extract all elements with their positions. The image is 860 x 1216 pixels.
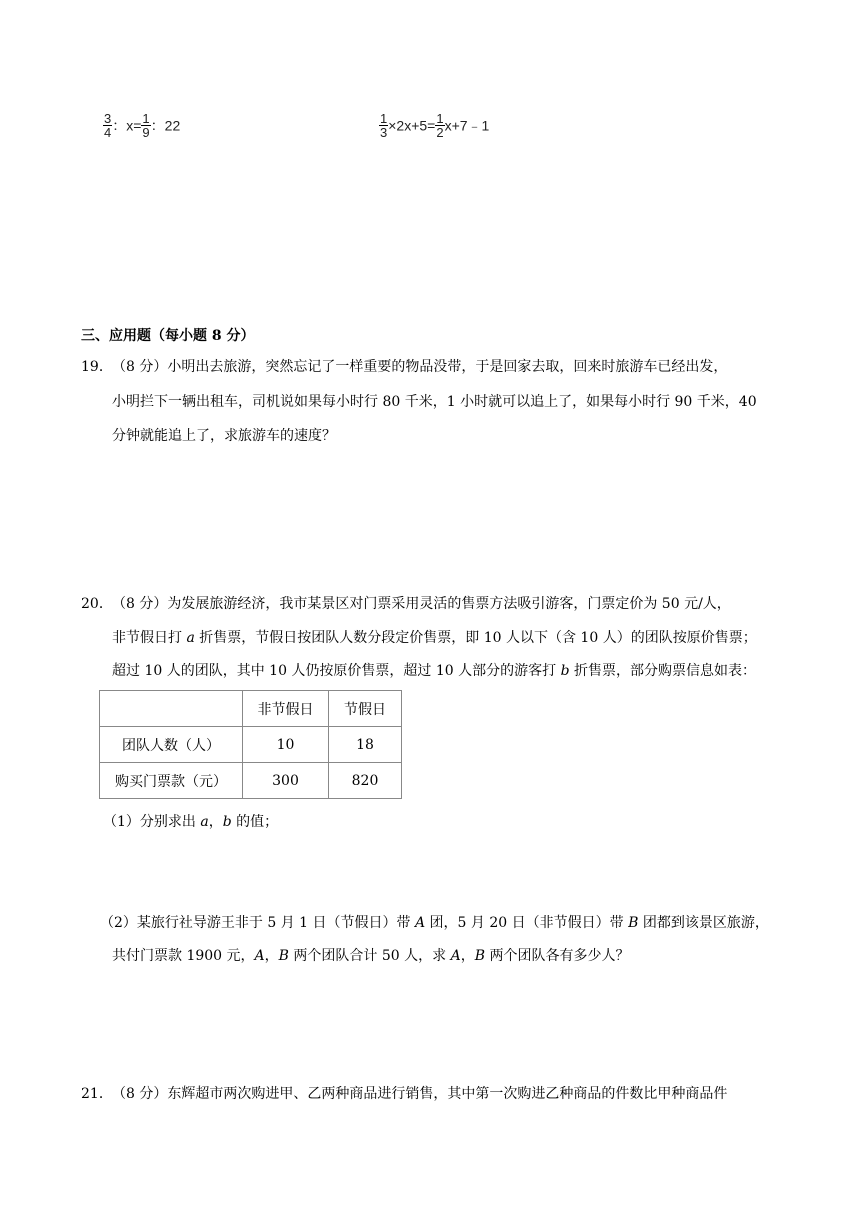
text: 非节假日打 bbox=[112, 630, 187, 646]
text: ， bbox=[208, 814, 223, 830]
text: （2）某旅行社导游王非于 5 月 1 日（节假日）带 bbox=[100, 915, 415, 931]
equation-text: ：22 bbox=[150, 117, 181, 134]
text: 两个团队各有多少人？ bbox=[485, 948, 630, 964]
fraction-denominator: 3 bbox=[380, 125, 388, 140]
variable-A: A bbox=[414, 915, 426, 931]
table-cell: 18 bbox=[329, 727, 402, 763]
fraction-numerator: 1 bbox=[380, 111, 388, 126]
text: 两个团队合计 50 人，求 bbox=[288, 948, 451, 964]
table-cell: 团队人数（人） bbox=[100, 727, 243, 763]
equation-proportion bbox=[103, 112, 180, 139]
table-header-cell: 非节假日 bbox=[243, 691, 329, 727]
section-heading: 三、应用题（每小题 8 分） bbox=[81, 328, 255, 344]
fraction-numerator: 3 bbox=[104, 111, 112, 126]
variable-B: B bbox=[628, 915, 639, 931]
question-20-line bbox=[112, 624, 757, 653]
table-header-cell: 节假日 bbox=[329, 691, 402, 727]
equation-text: x+7﹣1 bbox=[444, 117, 490, 134]
fraction-one-half bbox=[435, 112, 444, 139]
table-cell: 10 bbox=[243, 727, 329, 763]
table-row bbox=[100, 763, 402, 799]
variable-A: A bbox=[450, 948, 461, 964]
question-20-part-1 bbox=[103, 808, 278, 837]
variable-a: a bbox=[200, 814, 209, 830]
text: ， bbox=[264, 948, 279, 964]
fraction-denominator: 4 bbox=[104, 125, 112, 140]
fraction-three-quarters bbox=[103, 112, 112, 139]
table-cell: 购买门票款（元） bbox=[100, 763, 243, 799]
question-20-line: （8 分）为发展旅游经济，我市某景区对门票采用灵活的售票方法吸引游客，门票定价为 50 元/人， bbox=[112, 596, 731, 612]
fraction-denominator: 9 bbox=[142, 125, 150, 140]
text: 折售票，部分购票信息如表： bbox=[569, 663, 757, 679]
text: （1）分别求出 bbox=[103, 814, 201, 830]
fraction-numerator: 1 bbox=[142, 111, 150, 126]
question-19-number: 19． bbox=[81, 359, 113, 375]
text: ， bbox=[460, 948, 475, 964]
question-20-part-2-line bbox=[112, 942, 629, 971]
text: 团，5 月 20 日（非节假日）带 bbox=[425, 915, 629, 931]
text: 共付门票款 1900 元， bbox=[112, 948, 255, 964]
variable-B: B bbox=[278, 948, 289, 964]
table-row bbox=[100, 727, 402, 763]
text: 折售票，节假日按团队人数分段定价售票，即 10 人以下（含 10 人）的团队按原价售票； bbox=[194, 630, 757, 646]
equation-text: ：x= bbox=[112, 117, 142, 134]
variable-b: b bbox=[222, 814, 232, 830]
fraction-one-third bbox=[379, 112, 388, 139]
variable-b: b bbox=[560, 663, 570, 679]
fraction-denominator: 2 bbox=[436, 125, 444, 140]
variable-B: B bbox=[474, 948, 485, 964]
question-20-line bbox=[112, 657, 756, 686]
ticket-info-table bbox=[99, 690, 402, 799]
question-19-line: （8 分）小明出去旅游，突然忘记了一样重要的物品没带，于是回家去取，回来时旅游车已经出发， bbox=[112, 359, 728, 375]
equation-text: ×2x+5= bbox=[388, 117, 436, 134]
table-cell: 300 bbox=[243, 763, 329, 799]
variable-a: a bbox=[186, 630, 195, 646]
variable-A: A bbox=[254, 948, 265, 964]
fraction-one-ninth bbox=[141, 112, 150, 139]
question-20-part-2-line bbox=[100, 909, 769, 938]
text: 超过 10 人的团队，其中 10 人仍按原价售票，超过 10 人部分的游客打 bbox=[112, 663, 561, 679]
question-21-number: 21． bbox=[81, 1086, 113, 1102]
text: 的值； bbox=[231, 814, 279, 830]
question-20-number: 20． bbox=[81, 596, 113, 612]
table-cell: 820 bbox=[329, 763, 402, 799]
fraction-numerator: 1 bbox=[436, 111, 444, 126]
question-21-line: （8 分）东辉超市两次购进甲、乙两种商品进行销售，其中第一次购进乙种商品的件数比甲种商品件 bbox=[112, 1086, 728, 1102]
equation-linear bbox=[379, 112, 489, 139]
question-19-line: 分钟就能追上了，求旅游车的速度？ bbox=[112, 428, 336, 444]
table-header-row bbox=[100, 691, 402, 727]
table-header-cell bbox=[100, 691, 243, 727]
text: 团都到该景区旅游， bbox=[638, 915, 769, 931]
question-19-line: 小明拦下一辆出租车，司机说如果每小时行 80 千米，1 小时就可以追上了，如果每小时行 90 千米，40 bbox=[112, 394, 757, 410]
